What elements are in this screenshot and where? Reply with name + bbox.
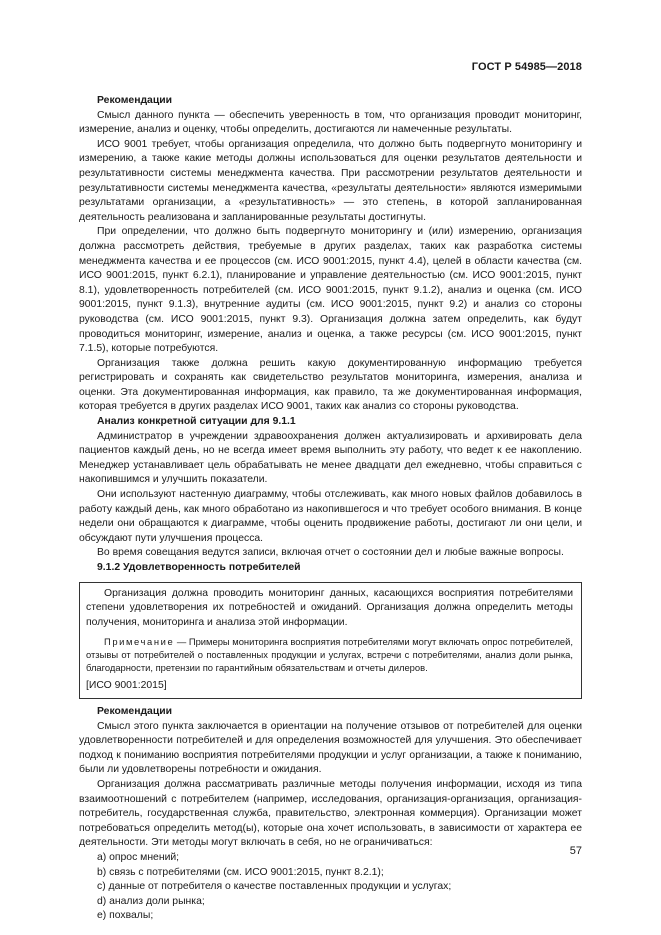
list-item: a) опрос мнений; (97, 851, 180, 863)
list-item: b) связь с потребителями (см. ИСО 9001:2015, пункт 8.2.1); (97, 866, 384, 878)
paragraph: Организация должна рассматривать различные методы получения информации, исходя из типа взаимоотношений с потребителем (например, исследования, организация-организация, организация-потребитель, государственная служба, правительство, электронная коммерция). Организации может потребоваться определить метод(ы), которые она хочет использовать, в зависимости от характера ее деятельности. Эти методы могут включать в себя, но не ограничиваться: (79, 778, 582, 849)
page-number: 57 (569, 845, 582, 857)
requirement-box (79, 582, 582, 699)
methods-list (79, 851, 582, 924)
box-reference: [ИСО 9001:2015] (86, 680, 167, 692)
paragraph: Смысл этого пункта заключается в ориентации на получение отзывов от потребителей для оценки удовлетворенности потребителей и для определения возможностей для улучшения. Это обеспечивает подход к пониманию восприятия потребителями продукции и услуг организации, а также к пониманию, были ли удовлетворены потребности и ожидания. (79, 720, 582, 776)
box-note (86, 635, 573, 674)
section-heading-recommendations-2: Рекомендации (97, 705, 173, 717)
list-item: d) анализ доли рынка; (97, 895, 205, 907)
paragraph: Смысл данного пункта — обеспечить уверенность в том, что организация проводит мониторинг, измерение, анализ и оценку, чтобы определить, достигаются ли намеченные результаты. (79, 109, 582, 136)
page-content (79, 94, 582, 924)
paragraph: ИСО 9001 требует, чтобы организация определила, что должно быть подвергнуто мониторингу и измерению, а также какие методы должны использоваться для оценки результатов деятельности и результативности системы менеджмента качества. При рассмотрении результатов деятельности и результативности системы менеджмента качества, «результаты деятельности» являются измеримыми результатами организации, а «результативность» — это степень, в которой запланированная деятельность реализована и запланированные результаты достигнуты. (79, 138, 582, 223)
paragraph: Администратор в учреждении здравоохранения должен актуализировать и архивировать дела пациентов каждый день, но не всегда имеет время выполнить эту работу, что ведет к ее накоплению. Менеджер устанавливает цель обрабатывать не менее двадцати дел ежедневно, чтобы справиться с накопившимся и улучшить показатели. (79, 430, 582, 486)
list-item: e) похвалы; (97, 910, 154, 922)
section-heading-recommendations: Рекомендации (97, 95, 173, 106)
note-text: — Примеры мониторинга восприятия потребителями могут включать опрос потребителей, отзывы от потребителей о поставленных продукции и услугах, встречи с потребителями, анализ доли рынка, благодарности, претензии по гарантийным обязательствам и отчеты дилеров. (86, 636, 573, 674)
paragraph: Они используют настенную диаграмму, чтобы отслеживать, как много новых файлов добавилось в работу каждый день, как много обработано из накопившегося и что требует особого внимания. В конце недели они обращаются к диаграмме, чтобы оценить продвижение работы, достигают ли они цели, и обсуждают пути улучшения процесса. (79, 489, 582, 544)
paragraph: При определении, что должно быть подвергнуто мониторингу и (или) измерению, организация должна рассмотреть действия, требуемые в других разделах, таких как разработка системы менеджмента качества и ее процессов (см. ИСО 9001:2015, пункт 4.4), целей в области качества (см. ИСО 9001:2015, пункт 6.2.1), планирование и управление деятельностью (см. ИСО 9001:2015, пункт 8.1), удовлетворенность потребителей (см. ИСО 9001:2015, пункт 9.1.2), анализ и оценка (см. ИСО 9001:2015, пункт 9.1.3), внутренние аудиты (см. ИСО 9001:2015, пункт 9.2) и анализ со стороны руководства (см. ИСО 9001:2015, пункт 9.3). Организация должна затем определить, как будут проводиться мониторинг, измерение, анализ и оценка, а также ресурсы (см. ИСО 9001:2015, пункт 7.1.5), которые потребуются. (79, 226, 582, 355)
note-label: Примечание (104, 636, 175, 648)
section-heading-case-study: Анализ конкретной ситуации для 9.1.1 (97, 416, 296, 428)
section-heading-customer-satisfaction: 9.1.2 Удовлетворенность потребителей (97, 562, 301, 573)
document-header: ГОСТ Р 54985—2018 (471, 61, 582, 73)
box-paragraph: Организация должна проводить мониторинг данных, касающихся восприятия потребителями степени удовлетворения их потребностей и ожиданий. Организация должна определить методы получения, мониторинга и анализа этой информации. (86, 587, 573, 628)
list-item: c) данные от потребителя о качестве поставленных продукции и услугах; (97, 881, 452, 893)
paragraph: Организация также должна решить какую документированную информацию требуется регистрировать и сохранять как свидетельство результатов мониторинга, измерения, анализа и оценки. Эта документированная информация, как правило, та же документированная информация, которая требуется в других разделах ИСО 9001, таких как анализ со стороны руководства. (79, 357, 582, 413)
paragraph: Во время совещания ведутся записи, включая отчет о состоянии дел и любые важные вопросы. (97, 547, 564, 559)
